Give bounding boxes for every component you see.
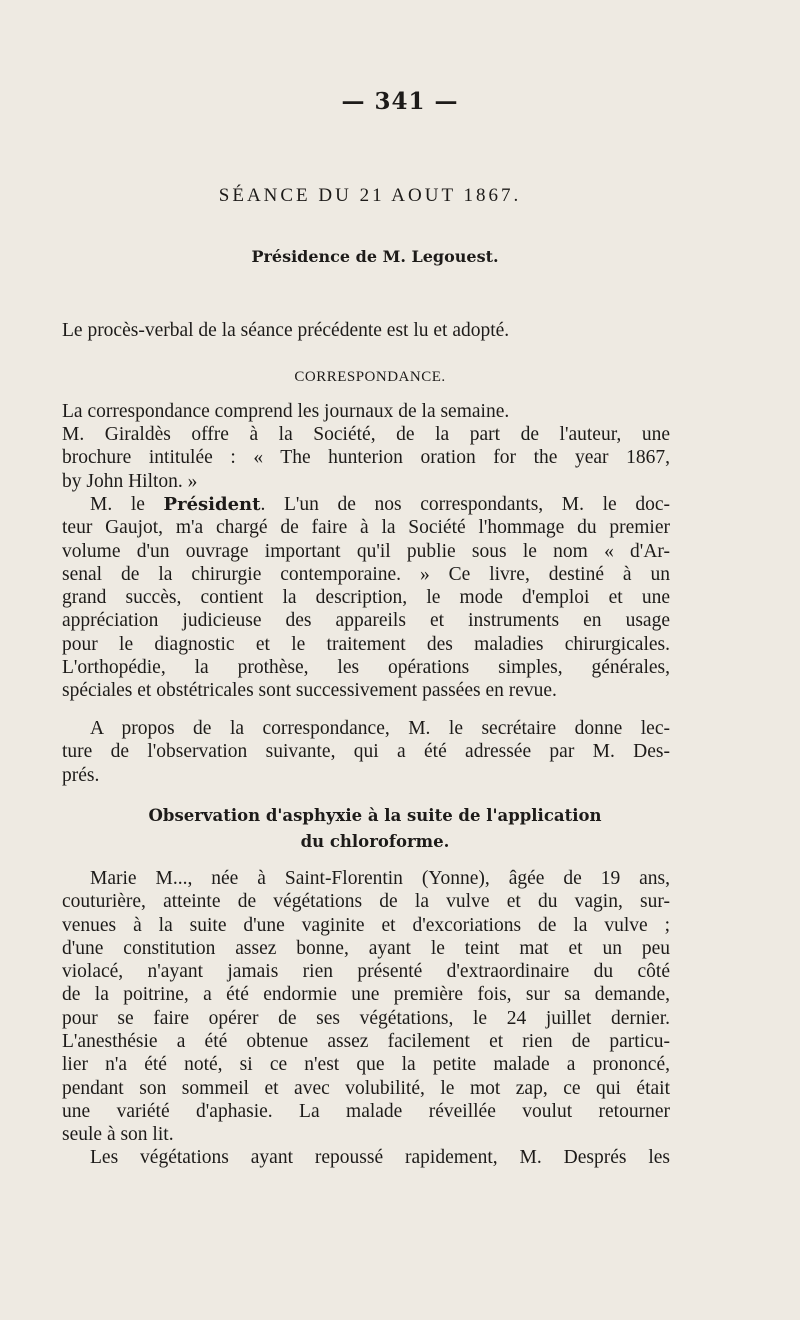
text-line: L'orthopédie, la prothèse, les opérations simples, générales, <box>62 657 670 679</box>
text-line: couturière, atteinte de végétations de la vulve et du vagin, sur- <box>62 891 670 913</box>
text-line: pendant son sommeil et avec volubilité, le mot zap, ce qui était <box>62 1077 670 1099</box>
text-line: grand succès, contient la description, le mode d'emploi et une <box>62 587 670 609</box>
paragraph-vegetations <box>62 1146 670 1169</box>
text-line: brochure intitulée : « The hunterion oration for the year 1867, <box>62 447 670 469</box>
text-line: spéciales et obstétricales sont successivement passées en revue. <box>62 680 557 702</box>
text-line: de la poitrine, a été endormie une première fois, sur sa demande, <box>62 984 670 1006</box>
text-line: lier n'a été noté, si ce n'est que la petite malade a prononcé, <box>62 1054 670 1076</box>
paragraph-president <box>62 493 670 703</box>
observation-title-line1: Observation d'asphyxie à la suite de l'application <box>148 806 602 825</box>
text-line: seule à son lit. <box>62 1124 174 1146</box>
text-line: prés. <box>62 764 100 786</box>
paragraph-observation <box>62 867 670 1147</box>
paragraph-giraldes <box>62 423 670 493</box>
observation-title-line2: du chloroforme. <box>300 832 450 851</box>
presidence-line: Présidence de M. Legouest. <box>251 247 499 266</box>
proces-verbal <box>62 319 670 342</box>
text-line: appréciation judicieuse des appareils et instruments en usage <box>62 610 670 632</box>
text-line: A propos de la correspondance, M. le secrétaire donne lec- <box>90 718 670 739</box>
text-line: venues à la suite d'une vaginite et d'excoriations de la vulve ; <box>62 914 670 936</box>
text-line: pour se faire opérer de ses végétations, le 24 juillet dernier. <box>62 1007 670 1029</box>
text-line: Les végétations ayant repoussé rapidement, M. Després les <box>90 1147 670 1168</box>
president-bold: Président <box>163 494 261 515</box>
text-line: L'anesthésie a été obtenue assez facilement et rien de particu- <box>62 1031 670 1053</box>
text-line: pour le diagnostic et le traitement des maladies chirurgicales. <box>62 633 670 655</box>
paragraph-correspondance <box>62 400 670 423</box>
text-line: Marie M..., née à Saint-Florentin (Yonne), âgée de 19 ans, <box>90 868 670 889</box>
text-line: senal de la chirurgie contemporaine. » Ce livre, destiné à un <box>62 563 670 585</box>
text-fragment: M. le <box>90 494 164 515</box>
text-line: by John Hilton. » <box>62 470 198 492</box>
seance-title: SÉANCE DU 21 AOUT 1867. <box>218 185 522 206</box>
text-line: teur Gaujot, m'a chargé de faire à la Société l'hommage du premier <box>62 517 670 539</box>
text-line: volume d'un ouvrage important qu'il publie sous le nom « d'Ar- <box>62 540 670 562</box>
text-line: La correspondance comprend les journaux de la semaine. <box>62 401 510 422</box>
paragraph-propos <box>62 717 670 787</box>
text-fragment: . L'un de nos correspondants, M. le doc- <box>260 494 670 515</box>
text-line: une variété d'aphasie. La malade réveillée voulut retourner <box>62 1100 670 1122</box>
text-line: Le procès-verbal de la séance précédente est lu et adopté. <box>62 320 510 341</box>
text-line <box>62 493 670 516</box>
text-line: violacé, n'ayant jamais rien présenté d'extraordinaire du côté <box>62 961 670 983</box>
text-line: ture de l'observation suivante, qui a été adressée par M. Des- <box>62 741 670 763</box>
correspondance-heading: CORRESPONDANCE. <box>294 369 446 385</box>
text-line: d'une constitution assez bonne, ayant le teint mat et un peu <box>62 937 670 959</box>
page-number: — 341 — <box>341 88 459 115</box>
text-line: M. Giraldès offre à la Société, de la part de l'auteur, une <box>62 424 670 445</box>
